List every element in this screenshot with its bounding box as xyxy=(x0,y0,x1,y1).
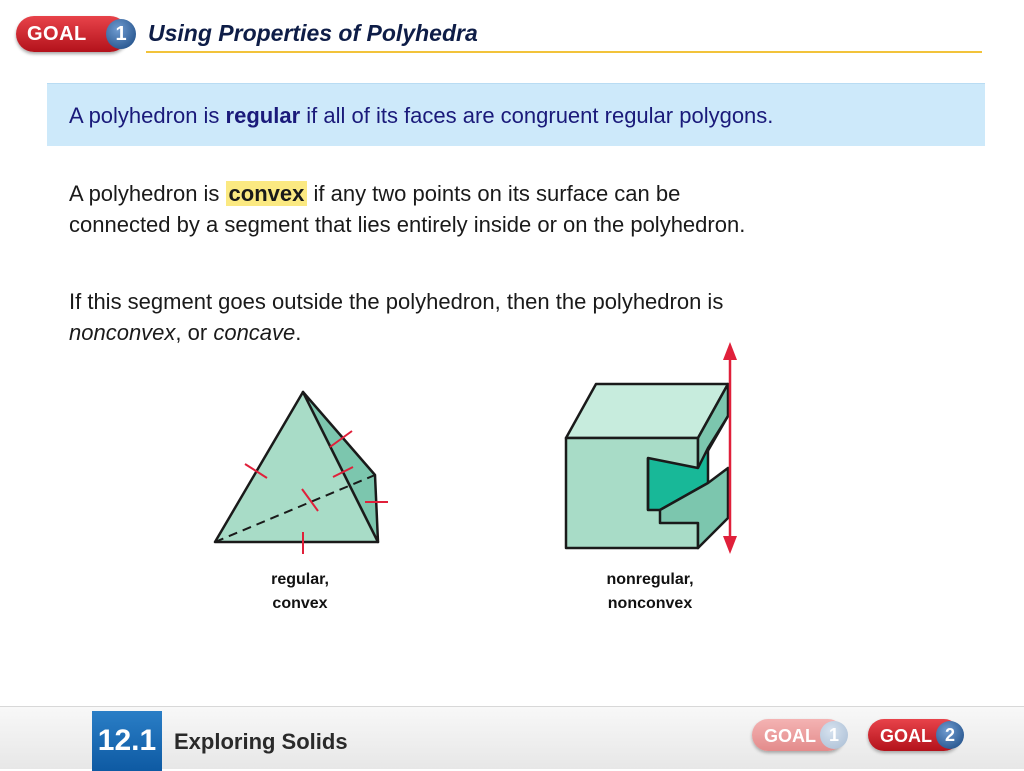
left-figure-caption xyxy=(240,568,360,616)
goal-badge-word: GOAL xyxy=(27,23,87,45)
goal-1-badge xyxy=(16,14,134,54)
right-figure-caption xyxy=(580,568,720,616)
right-caption-line1: nonregular, xyxy=(606,571,694,588)
arrow-up-head xyxy=(723,342,737,360)
definition-after: if all of its faces are congruent regular polygons. xyxy=(300,103,774,128)
nav-goal-2-number: 2 xyxy=(936,721,964,749)
nonconvex-term: nonconvex xyxy=(69,320,176,345)
goal-badge-number: 1 xyxy=(106,19,136,49)
arrow-down-head xyxy=(723,536,737,554)
nonconvex-solid-figure xyxy=(560,338,750,558)
definition-box xyxy=(47,83,985,146)
nav-goal-2-word: GOAL xyxy=(880,726,932,746)
lesson-number: 12.1 xyxy=(92,711,162,771)
convex-line-2: connected by a segment that lies entirely inside or on the polyhedron. xyxy=(69,212,746,237)
title-underline xyxy=(146,51,982,53)
nav-goal-2-button[interactable] xyxy=(868,719,968,755)
footer-bar xyxy=(0,706,1024,769)
convex-line1-after: if any two points on its surface can be xyxy=(307,181,681,206)
page-title: Using Properties of Polyhedra xyxy=(148,20,478,46)
tetrahedron-figure xyxy=(205,380,400,560)
lesson-title: Exploring Solids xyxy=(174,729,348,754)
convex-line-1 xyxy=(69,178,745,209)
regular-definition xyxy=(69,103,773,129)
definition-before: A polyhedron is xyxy=(69,103,226,128)
left-caption-line1: regular, xyxy=(271,571,329,588)
concave-term: concave xyxy=(213,320,296,345)
nav-goal-1-number: 1 xyxy=(820,721,848,749)
convex-paragraph xyxy=(69,178,745,240)
nonconvex-line-1: If this segment goes outside the polyhedron, then the polyhedron is xyxy=(69,289,724,314)
nav-goal-1-button[interactable] xyxy=(752,719,852,755)
convex-before: A polyhedron is xyxy=(69,181,226,206)
nonconvex-mid: , or xyxy=(175,320,214,345)
nav-goal-1-word: GOAL xyxy=(764,726,816,746)
right-caption-line2: nonconvex xyxy=(607,595,693,612)
left-caption-line2: convex xyxy=(272,595,328,612)
definition-term: regular xyxy=(225,103,301,128)
convex-term-highlight: convex xyxy=(226,181,308,206)
nonconvex-end: . xyxy=(295,320,302,345)
